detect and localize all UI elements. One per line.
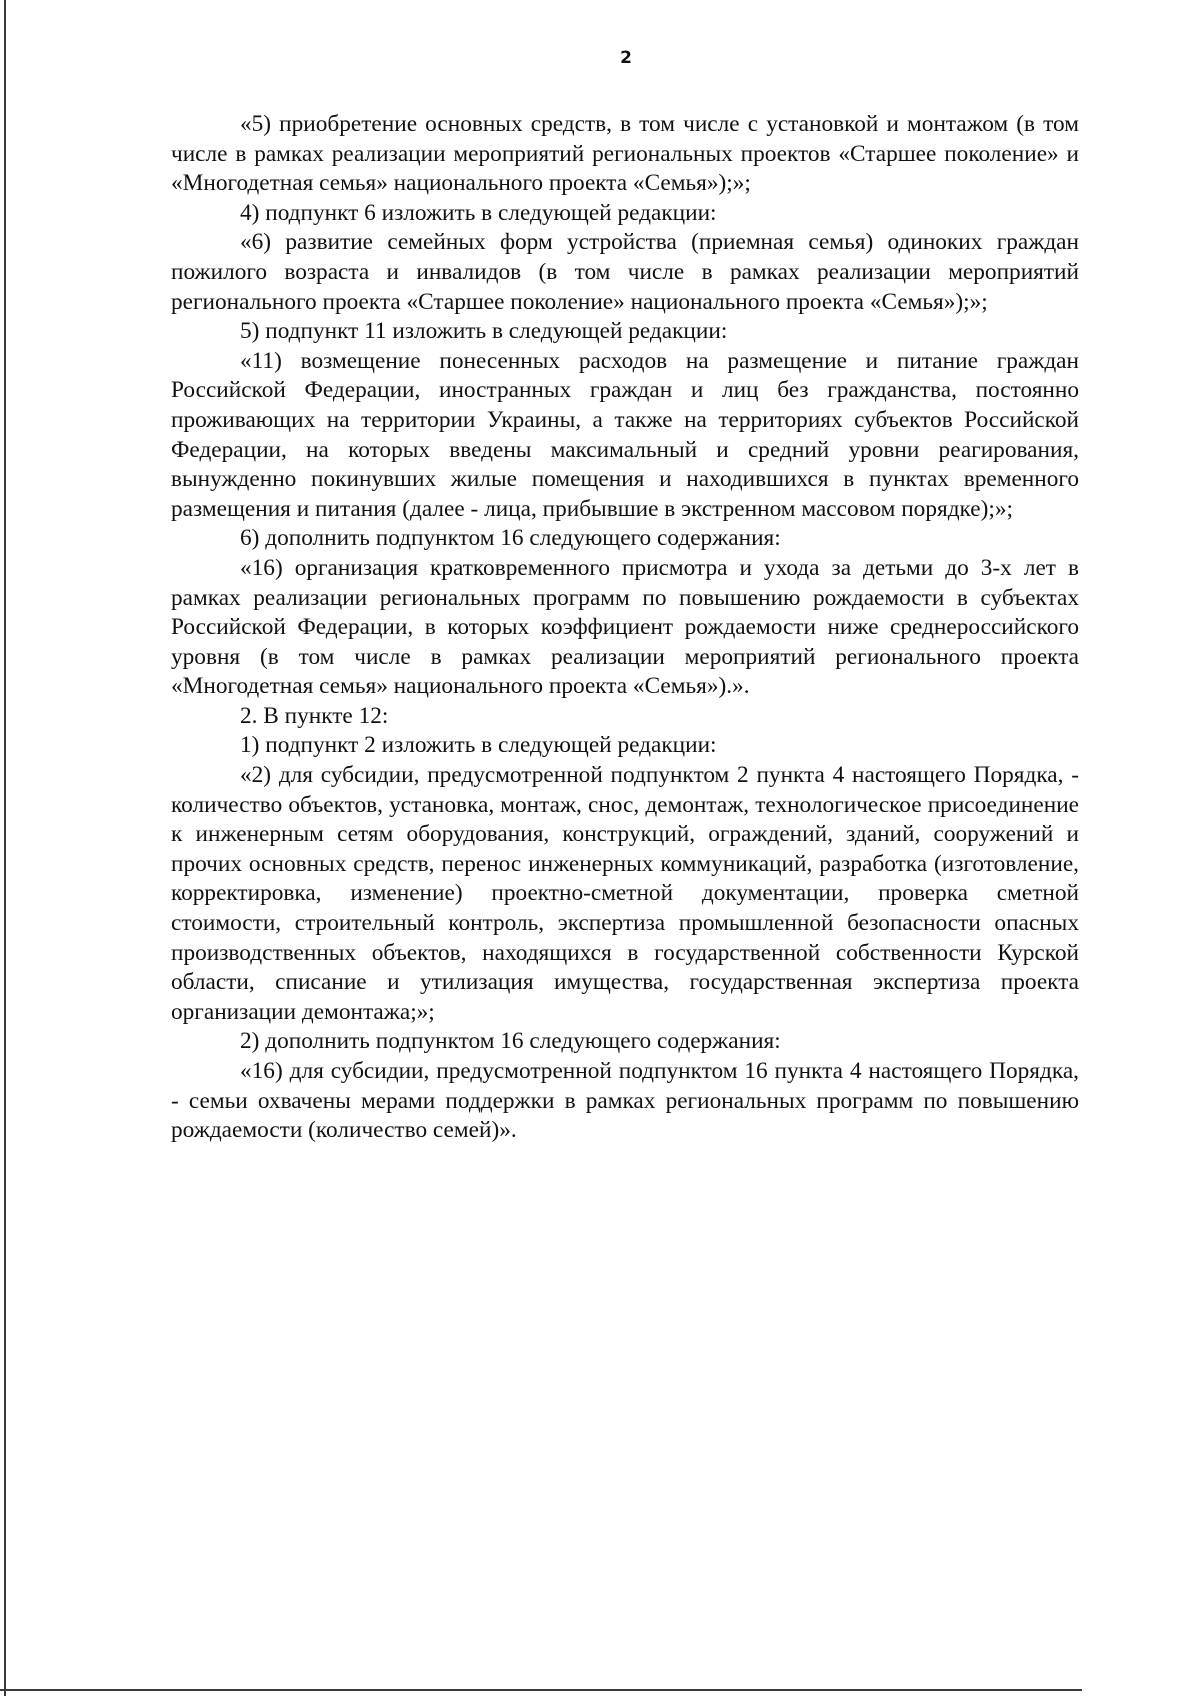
paragraph-subitem-6-instruction: 6) дополнить подпунктом 16 следующего содержания: [240,525,781,552]
paragraph-subitem-4-instruction: 4) подпункт 6 изложить в следующей редакции: [240,199,717,226]
paragraph-subitem-5-instruction: 5) подпункт 11 изложить в следующей редакции: [240,318,728,345]
page-number: 2 [620,48,632,68]
paragraph-subitem-6-text: «6) развитие семейных форм устройства (приемная семья) одиноких граждан пожилого возраста и инвалидов (в том числе в рамках реализации мероприятий регионального проекта «Старшее поколение» национального проекта «Семья»);»; [171,229,1079,315]
scan-left-edge [4,0,6,1696]
paragraph-subitem-2-instruction: 2) дополнить подпунктом 16 следующего содержания: [240,1028,781,1055]
paragraph-subsidy-2-text: «2) для субсидии, предусмотренной подпунктом 2 пункта 4 настоящего Порядка, - количество объектов, установка, монтаж, снос, демонтаж, технологическое присоединение к инженерным сетям оборудования, конструкций, ограждений, зданий, сооружений и прочих основных средств, перенос инженерных коммуникаций, разработка (изготовление, корректировка, изменение) проектно-сметной документации, проверка сметной стоимости, строительный контроль, экспертиза промышленной безопасности опасных производственных объектов, находящихся в государственной собственности Курской области, списание и утилизация имущества, государственная экспертиза проекта организации демонтажа;»; [171,762,1079,1025]
document-body [171,110,1079,1146]
paragraph-subitem-16-text: «16) организация кратковременного присмотра и ухода за детьми до 3-х лет в рамках реализации региональных программ по повышению рождаемости в субъектах Российской Федерации, в которых коэффициент рождаемости ниже среднероссийского уровня (в том числе в рамках реализации мероприятий регионального проекта «Многодетная семья» национального проекта «Семья»).». [171,554,1079,700]
scan-bottom-edge [0,1689,1082,1691]
paragraph-subitem-5-text: «5) приобретение основных средств, в том числе с установкой и монтажом (в том числе в рамках реализации мероприятий региональных проектов «Старшее поколение» и «Многодетная семья» национального проекта «Семья»);»; [171,111,1079,197]
paragraph-subitem-11-text: «11) возмещение понесенных расходов на размещение и питание граждан Российской Федерации, иностранных граждан и лиц без гражданства, постоянно проживающих на территории Украины, а также на территориях субъектов Российской Федерации, на которых введены максимальный и средний уровни реагирования, вынужденно покинувших жилые помещения и находившихся в пунктах временного размещения и питания (далее - лица, прибывшие в экстренном массовом порядке);»; [171,347,1079,522]
paragraph-subitem-1-instruction: 1) подпункт 2 изложить в следующей редакции: [240,732,717,759]
paragraph-subsidy-16-text: «16) для субсидии, предусмотренной подпунктом 16 пункта 4 настоящего Порядка, - семьи охвачены мерами поддержки в рамках региональных программ по повышению рождаемости (количество семей)». [171,1058,1079,1144]
paragraph-point-12-heading: 2. В пункте 12: [240,702,389,729]
